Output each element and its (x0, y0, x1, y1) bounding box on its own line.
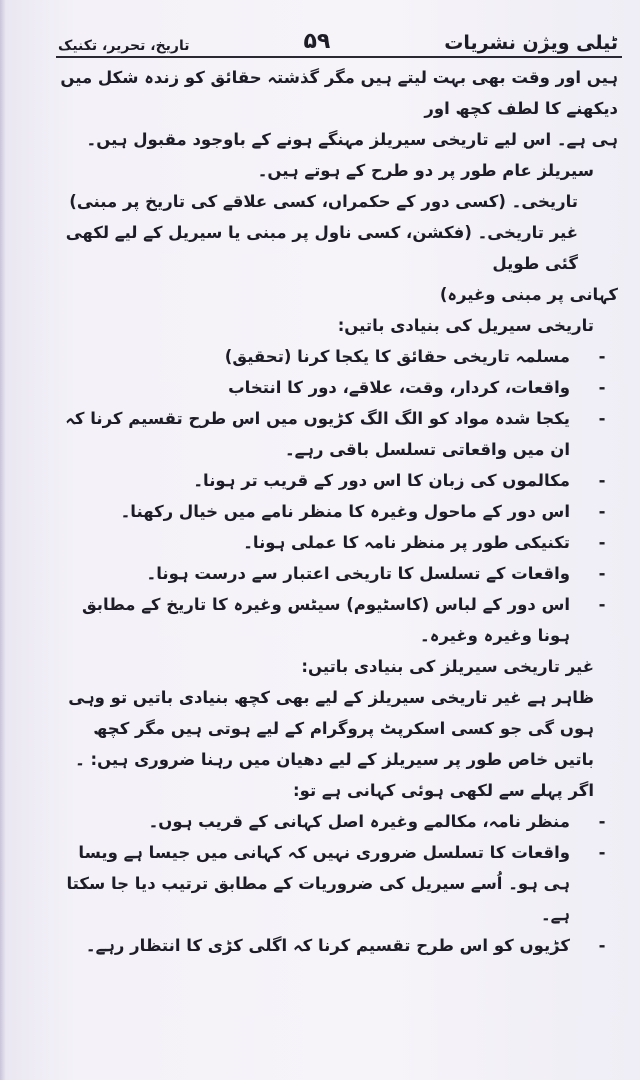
page-edge-shadow (0, 0, 6, 1080)
list-item: - یکجا شدہ مواد کو الگ الگ کڑیوں میں اس طرح تقسیم کرنا کہ ان میں واقعاتی تسلسل باقی رہے۔ (60, 403, 618, 465)
type-item: تاریخی۔ (کسی دور کے حکمراں، کسی علاقے کی تاریخ پر مبنی) (69, 192, 578, 211)
list-item: - اس دور کے لباس (کاسٹیوم) سیٹس وغیرہ کا تاریخ کے مطابق ہونا وغیرہ وغیرہ۔ (60, 589, 618, 651)
list-item: - واقعات کے تسلسل کا تاریخی اعتبار سے درست ہونا۔ (60, 558, 618, 589)
bullet-dash: - (598, 533, 606, 552)
types-heading: سیریلز عام طور پر دو طرح کے ہوتے ہیں۔ (257, 161, 594, 180)
bullet-dash: - (598, 564, 606, 583)
bullet-dash: - (598, 471, 606, 490)
bullet-dash: - (598, 502, 606, 521)
bullet-dash: - (598, 595, 606, 614)
list-item: - اس دور کے ماحول وغیرہ کا منظر نامے میں خیال رکھنا۔ (60, 496, 618, 527)
book-title: ٹیلی ویژن نشریات (444, 32, 618, 54)
list-item: - واقعات کا تسلسل ضروری نہیں کہ کہانی میں جیسا ہے ویسا ہی ہو۔ اُسے سیریل کی ضروریات کے مطابق ترتیب دیا جا سکتا ہے۔ (60, 837, 618, 930)
list-item: - واقعات، کردار، وقت، علاقے، دور کا انتخاب (60, 372, 618, 403)
type-item: غیر تاریخی۔ (فکشن، کسی ناول پر مبنی یا سیریل کے لیے لکھی گئی طویل (65, 223, 578, 273)
historical-points-list (60, 341, 618, 651)
type-item-continued: کہانی پر مبنی وغیرہ) (439, 285, 618, 304)
header-rule (56, 56, 622, 58)
intro-line: ہی ہے۔ اس لیے تاریخی سیریلز مہنگے ہونے کے باوجود مقبول ہیں۔ (86, 130, 618, 149)
list-item: - مکالموں کی زبان کا اس دور کے قریب تر ہونا۔ (60, 465, 618, 496)
list-item: - مسلمہ تاریخی حقائق کا یکجا کرنا (تحقیق) (60, 341, 618, 372)
historical-heading: تاریخی سیریل کی بنیادی باتیں: (337, 316, 594, 335)
list-item: - تکنیکی طور پر منظر نامہ کا عملی ہونا۔ (60, 527, 618, 558)
bullet-dash: - (598, 812, 606, 831)
bullet-dash: - (598, 843, 606, 862)
bullet-dash: - (598, 409, 606, 428)
page-header (58, 14, 618, 54)
bullet-dash: - (598, 378, 606, 397)
list-item: - منظر نامہ، مکالمے وغیرہ اصل کہانی کے قریب ہوں۔ (60, 806, 618, 837)
list-item: - کڑیوں کو اس طرح تقسیم کرنا کہ اگلی کڑی کا انتظار رہے۔ (60, 930, 618, 961)
chapter-title: تاریخ، تحریر، تکنیک (58, 38, 190, 54)
nonhistorical-heading: غیر تاریخی سیریلز کی بنیادی باتیں: (301, 657, 594, 676)
nonhistorical-points-list (60, 806, 618, 961)
intro-line: ہیں اور وقت بھی بہت لیتے ہیں مگر گذشتہ حقائق کو زندہ شکل میں دیکھنے کا لطف کچھ اور (60, 68, 618, 118)
bullet-dash: - (598, 936, 606, 955)
nonhistorical-paragraph: ظاہر ہے غیر تاریخی سیریلز کے لیے بھی کچھ بنیادی باتیں تو وہی ہوں گی جو کسی اسکرپٹ پروگرام کے لیے ہوتی ہیں مگر کچھ باتیں خاص طور پر سیریلز کے لیے دھیان میں رہنا ضروری ہیں: ۔ اگر پہلے سے لکھی ہوئی کہانی ہے تو: (68, 688, 594, 800)
page-number: ۵۹ (303, 29, 331, 54)
bullet-dash: - (598, 347, 606, 366)
page-body (60, 62, 618, 1050)
